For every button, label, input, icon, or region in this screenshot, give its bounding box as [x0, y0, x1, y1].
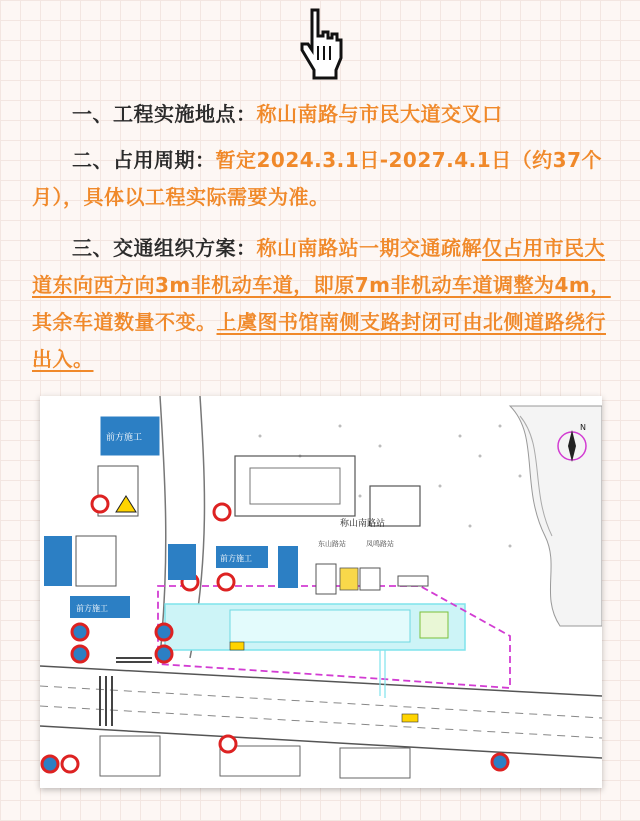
- section-traffic-plan-lane-change: 仅占用市民大道东向西方向3m非机动车道，即原7m非机动车道调整为4m，: [32, 236, 611, 297]
- section-traffic-plan-intro: 称山南路站一期交通疏解: [256, 236, 482, 260]
- section-period: [32, 142, 612, 216]
- section-location: [32, 96, 612, 133]
- svg-text:前方施工: 前方施工: [76, 604, 108, 613]
- section-traffic-plan: [32, 230, 612, 378]
- pointing-hand-cursor-icon: [296, 6, 348, 82]
- section-period-value: 暂定2024.3.1日-2027.4.1日（约37个月），具体以工程实际需要为准。: [32, 148, 603, 209]
- construction-sign-icon: [100, 416, 160, 456]
- svg-text:N: N: [580, 423, 586, 432]
- section-traffic-plan-road-closure: 上虞图书馆南侧支路封闭可由北侧道路绕行出入。: [32, 310, 606, 371]
- station-label: 称山南路站: [340, 519, 386, 529]
- entrance-label-1: 东山路站: [318, 540, 346, 548]
- section-traffic-plan-lanes-unchanged: 其余车道数量不变。: [32, 310, 217, 334]
- construction-plan-map: [40, 396, 602, 788]
- entrance-label-2: 凤鸣路站: [366, 540, 394, 548]
- svg-text:前方施工: 前方施工: [106, 433, 143, 443]
- section-period-label: 二、占用周期：: [72, 148, 216, 172]
- section-location-label: 一、工程实施地点：: [72, 102, 257, 126]
- svg-text:前方施工: 前方施工: [220, 554, 252, 563]
- section-location-value: 称山南路与市民大道交叉口: [256, 102, 503, 126]
- section-traffic-plan-label: 三、交通组织方案：: [72, 236, 257, 260]
